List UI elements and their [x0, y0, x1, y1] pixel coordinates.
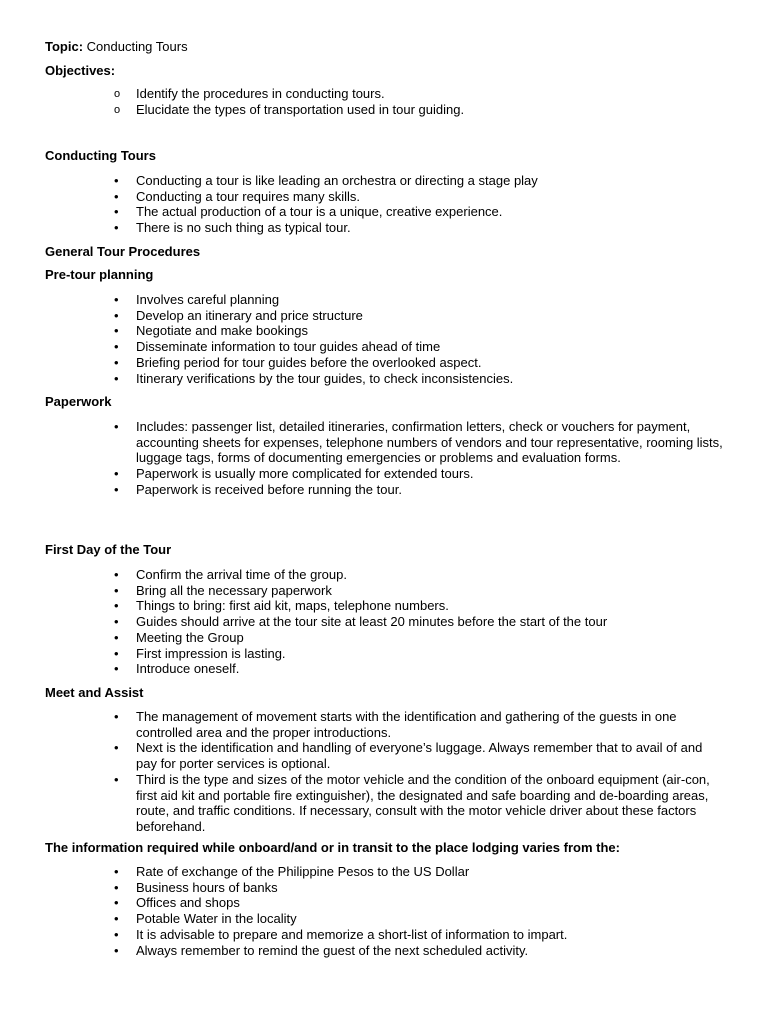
list-item: • There is no such thing as typical tour. — [0, 220, 726, 236]
topic-line — [45, 39, 188, 54]
pre-tour-list — [0, 292, 726, 386]
list-item: • Paperwork is usually more complicated for extended tours. — [0, 466, 726, 482]
list-item: • Bring all the necessary paperwork — [0, 583, 726, 599]
list-item: • The management of movement starts with the identification and gathering of the guests in one controlled area and the proper introductions. — [0, 709, 726, 740]
list-item: • Guides should arrive at the tour site at least 20 minutes before the start of the tour — [0, 614, 726, 630]
objectives-heading: Objectives: — [45, 63, 116, 78]
topic-value: Conducting Tours — [83, 39, 188, 54]
list-item: • Involves careful planning — [0, 292, 726, 308]
list-item: • Next is the identification and handling of everyone’s luggage. Always remember that to avail of and pay for porter services is optional. — [0, 740, 726, 771]
topic-label: Topic: — [45, 39, 84, 54]
list-item: • Negotiate and make bookings — [0, 323, 726, 339]
list-item: • Offices and shops — [0, 895, 726, 911]
list-item: • It is advisable to prepare and memorize a short-list of information to impart. — [0, 927, 726, 943]
first-day-heading: First Day of the Tour — [45, 542, 172, 557]
list-item: • Conducting a tour is like leading an orchestra or directing a stage play — [0, 173, 726, 189]
info-required-heading: The information required while onboard/and or in transit to the place lodging varies from the: — [45, 840, 620, 855]
list-item: • Itinerary verifications by the tour guides, to check inconsistencies. — [0, 371, 726, 387]
meet-assist-list — [0, 709, 726, 835]
pre-tour-heading: Pre-tour planning — [45, 267, 154, 282]
list-item: • The actual production of a tour is a unique, creative experience. — [0, 204, 726, 220]
list-item: • Confirm the arrival time of the group. — [0, 567, 726, 583]
list-item: • Conducting a tour requires many skills. — [0, 189, 726, 205]
list-item: • Briefing period for tour guides before the overlooked aspect. — [0, 355, 726, 371]
paperwork-heading: Paperwork — [45, 394, 112, 409]
list-item: • Includes: passenger list, detailed itineraries, confirmation letters, check or vouchers for payment, accounting sheets for expenses, telephone numbers of vendors and tour representative, rooming lists, luggage tags, forms of documenting emergencies or problems and evaluation forms. — [0, 419, 726, 466]
list-item: • Potable Water in the locality — [0, 911, 726, 927]
list-item: • First impression is lasting. — [0, 646, 726, 662]
list-item: • Rate of exchange of the Philippine Pesos to the US Dollar — [0, 864, 726, 880]
list-item: • Business hours of banks — [0, 880, 726, 896]
list-item: • Introduce oneself. — [0, 661, 726, 677]
meet-assist-heading: Meet and Assist — [45, 685, 144, 700]
list-item: • Meeting the Group — [0, 630, 726, 646]
conducting-tours-heading: Conducting Tours — [45, 148, 156, 163]
list-item: • Third is the type and sizes of the motor vehicle and the condition of the onboard equipment (air-con, first aid kit and portable fire extinguisher), the designated and safe boarding and de-boarding areas, route, and traffic conditions. If necessary, consult with the motor vehicle driver about these factors beforehand. — [0, 772, 726, 835]
list-item: o Elucidate the types of transportation used in tour guiding. — [0, 102, 464, 118]
general-procedures-heading: General Tour Procedures — [45, 244, 201, 259]
first-day-list — [0, 567, 726, 677]
list-item: • Paperwork is received before running the tour. — [0, 482, 726, 498]
paperwork-list — [0, 419, 726, 498]
conducting-tours-list — [0, 173, 726, 236]
list-item: • Develop an itinerary and price structure — [0, 308, 726, 324]
list-item: • Disseminate information to tour guides ahead of time — [0, 339, 726, 355]
list-item: • Things to bring: first aid kit, maps, telephone numbers. — [0, 598, 726, 614]
list-item: • Always remember to remind the guest of the next scheduled activity. — [0, 943, 726, 959]
info-required-list — [0, 864, 726, 958]
list-item: o Identify the procedures in conducting tours. — [0, 86, 464, 102]
objectives-list — [0, 86, 464, 117]
